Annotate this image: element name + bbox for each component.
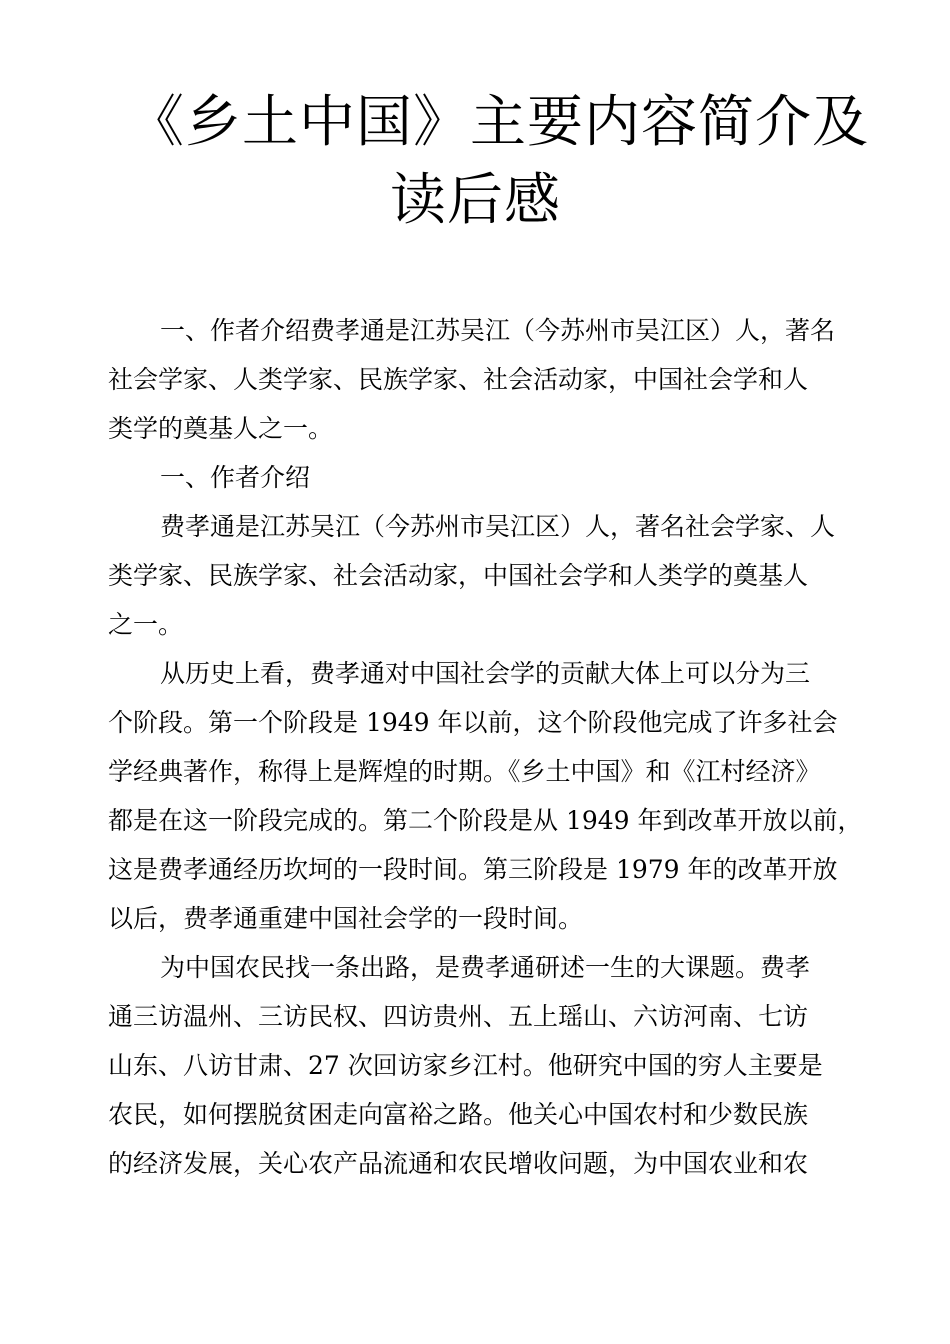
title-line: 读后感 [390,168,561,233]
text-line: 的经济发展，关心农产品流通和农民增收问题，为中国农业和农 [108,1149,809,1178]
document-body [108,306,868,1188]
text-line: 社会学家、人类学家、民族学家、社会活动家，中国社会学和人 [108,365,809,394]
title-line: 《乡土中国》主要内容简介及 [128,90,869,155]
paragraph-author-summary [108,306,868,453]
text-line: 这是费孝通经历坎坷的一段时间。第三阶段是 1979 年的改革开放 [108,855,838,884]
text-line: 从历史上看，费孝通对中国社会学的贡献大体上可以分为三 [160,659,811,688]
text-line: 以后，费孝通重建中国社会学的一段时间。 [108,904,584,933]
paragraph-history-stages [108,649,868,943]
text-line: 山东、八访甘肃、27 次回访家乡江村。他研究中国的穷人主要是 [108,1051,823,1080]
text-line: 为中国农民找一条出路，是费孝通研述一生的大课题。费孝 [160,953,811,982]
paragraph-farmers-research [108,943,868,1188]
text-line: 都是在这一阶段完成的。第二个阶段是从 1949 年到改革开放以前， [108,806,863,835]
section-heading-author [108,453,868,502]
text-line: 个阶段。第一个阶段是 1949 年以前，这个阶段他完成了许多社会 [108,708,838,737]
text-line: 农民，如何摆脱贫困走向富裕之路。他关心中国农村和少数民族 [108,1100,809,1129]
text-line: 之一。 [108,610,184,639]
text-line: 学经典著作，称得上是辉煌的时期。《乡土中国》和《江村经济》 [108,757,821,786]
text-line: 类学家、民族学家、社会活动家，中国社会学和人类学的奠基人 [108,561,809,590]
document-title [0,84,950,240]
text-line: 通三访温州、三访民权、四访贵州、五上瑶山、六访河南、七访 [108,1002,809,1031]
paragraph-author-bio [108,502,868,649]
text-line: 一、作者介绍 [160,463,311,492]
text-line: 费孝通是江苏吴江（今苏州市吴江区）人，著名社会学家、人 [160,512,836,541]
text-line: 类学的奠基人之一。 [108,414,334,443]
text-line: 一、作者介绍费孝通是江苏吴江（今苏州市吴江区）人，著名 [160,316,836,345]
